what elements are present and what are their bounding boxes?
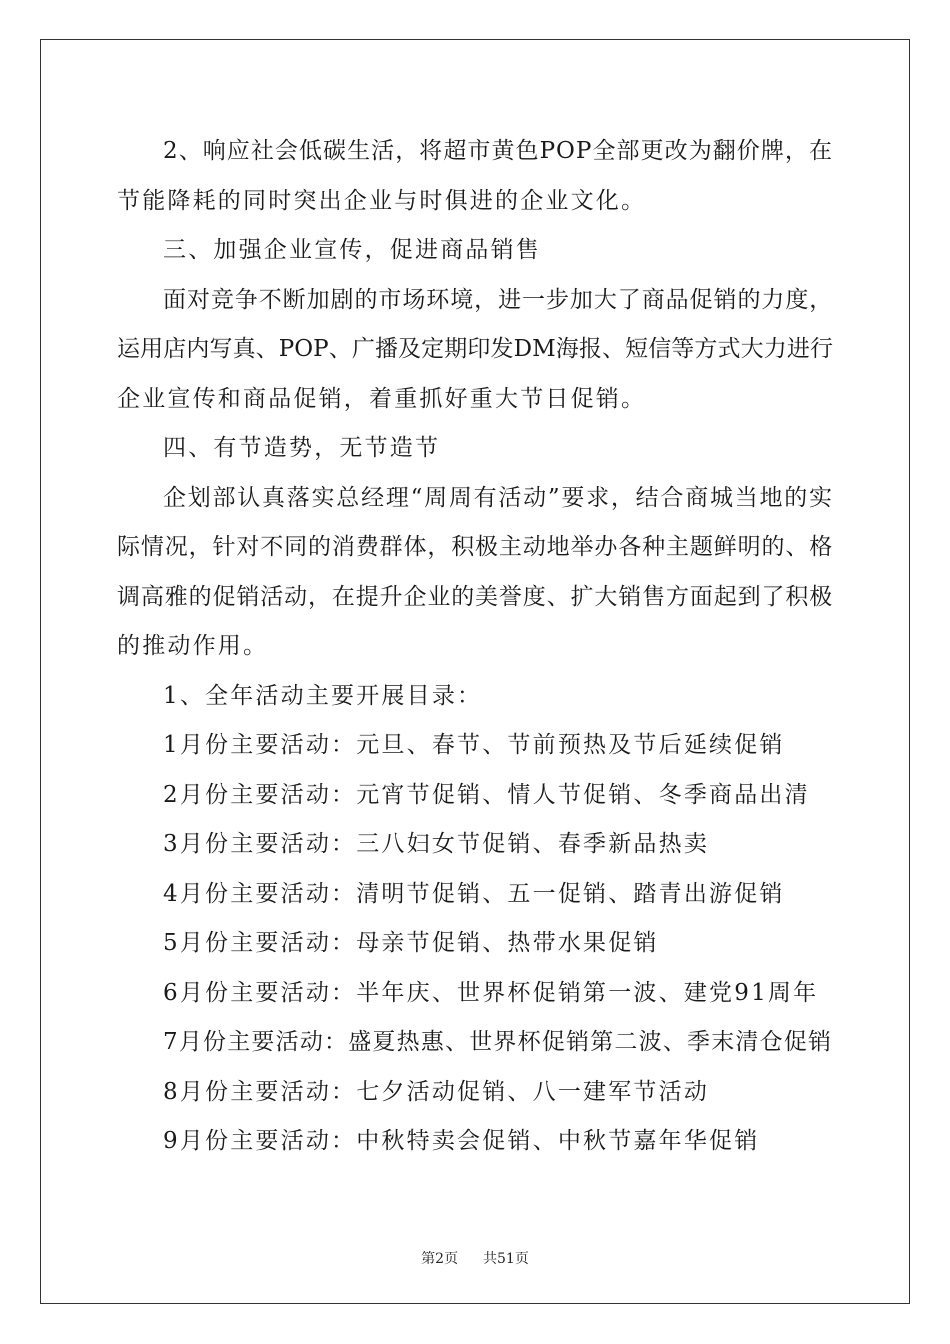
document-body (117, 127, 833, 1167)
list-item: 6月份主要活动：半年庆、世界杯促销第一波、建党91周年 (163, 979, 819, 1006)
paragraph-line: 企划部认真落实总经理“周周有活动”要求，结合商城当地的实 (163, 484, 833, 511)
paragraph-line: 运用店内写真、POP、广播及定期印发DM海报、短信等方式大力进行 (117, 336, 833, 362)
list-item: 1月份主要活动：元旦、春节、节前预热及节后延续促销 (163, 732, 785, 758)
paragraph-line: 调高雅的促销活动，在提升企业的美誉度、扩大销售方面起到了积极 (117, 583, 833, 610)
list-item: 2月份主要活动：元宵节促销、情人节促销、冬季商品出清 (163, 781, 810, 808)
list-heading: 1、全年活动主要开展目录： (163, 682, 483, 709)
paragraph-line: 企业宣传和商品促销，着重抓好重大节日促销。 (117, 385, 647, 412)
paragraph-line: 节能降耗的同时突出企业与时俱进的企业文化。 (117, 187, 647, 214)
section-heading: 四、有节造势，无节造节 (163, 435, 441, 461)
paragraph-line: 际情况，针对不同的消费群体，积极主动地举办各种主题鲜明的、格 (117, 534, 833, 560)
list-item: 4月份主要活动：清明节促销、五一促销、踏青出游促销 (163, 880, 785, 907)
paragraph-line: 的推动作用。 (117, 633, 269, 659)
paragraph-line: 面对竞争不断加剧的市场环境，进一步加大了商品促销的力度， (163, 286, 833, 313)
list-item: 5月份主要活动：母亲节促销、热带水果促销 (163, 930, 659, 956)
list-item: 8月份主要活动：七夕活动促销、八一建军节活动 (163, 1078, 710, 1105)
list-item: 3月份主要活动：三八妇女节促销、春季新品热卖 (163, 831, 710, 857)
section-heading: 三、加强企业宣传，促进商品销售 (163, 237, 541, 263)
paragraph-line: 2、响应社会低碳生活，将超市黄色POP全部更改为翻价牌，在 (163, 138, 833, 164)
page-number: 第2页 (421, 1251, 459, 1267)
list-item: 9月份主要活动：中秋特卖会促销、中秋节嘉年华促销 (163, 1128, 760, 1154)
page-footer (0, 1248, 950, 1268)
page-total: 共51页 (483, 1251, 529, 1267)
list-item: 7月份主要活动：盛夏热惠、世界杯促销第二波、季末清仓促销 (163, 1029, 833, 1055)
